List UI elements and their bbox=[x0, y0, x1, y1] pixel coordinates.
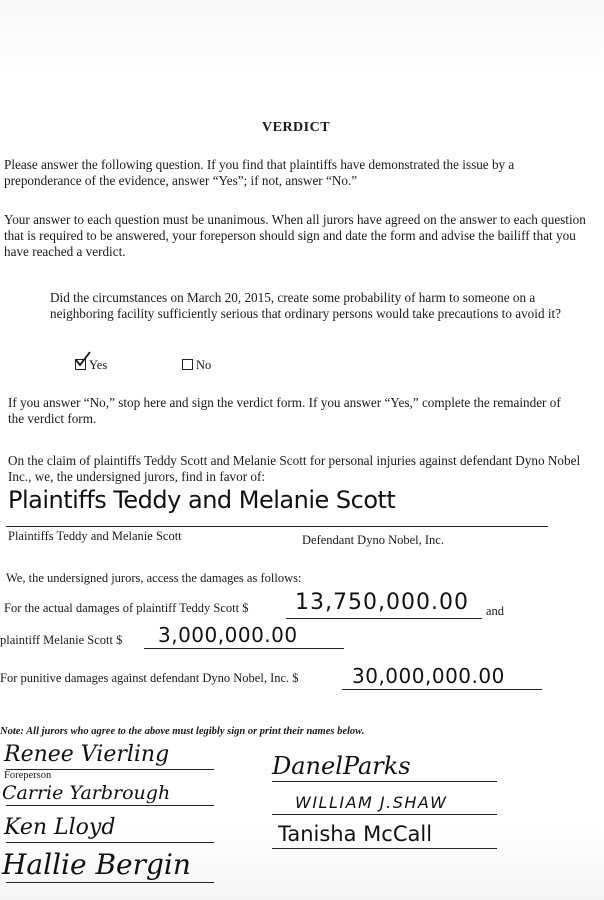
checkmark-icon bbox=[74, 351, 92, 369]
signature-line-right-1 bbox=[272, 781, 497, 782]
punitive-damages-amount: 30,000,000.00 bbox=[352, 664, 505, 688]
signature-note: Note: All jurors who agree to the above must legibly sign or print their names below. bbox=[0, 726, 365, 737]
teddy-damages-amount: 13,750,000.00 bbox=[295, 590, 469, 615]
melanie-damages-amount: 3,000,000.00 bbox=[158, 623, 298, 647]
signature-line-right-2 bbox=[272, 814, 497, 815]
signature-left-2: Carrie Yarbrough bbox=[2, 782, 171, 804]
favor-option-defendant: Defendant Dyno Nobel, Inc. bbox=[302, 533, 444, 547]
if-no-instruction: If you answer “No,” stop here and sign the verdict form. If you answer “Yes,” complete the remainder of the verdict form. bbox=[8, 395, 561, 426]
punitive-damages-label: For punitive damages against defendant Dyno Nobel, Inc. $ bbox=[0, 671, 299, 685]
signature-right-2: WILLIAM J.SHAW bbox=[295, 793, 448, 812]
signature-line-left-3 bbox=[6, 842, 214, 843]
no-option[interactable] bbox=[182, 358, 211, 373]
teddy-damages-label: For the actual damages of plaintiff Teddy Scott $ bbox=[4, 601, 249, 615]
signature-left-4: Hallie Bergin bbox=[2, 848, 191, 881]
teddy-damages-line bbox=[286, 618, 482, 619]
signature-left-1: Renee Vierling bbox=[4, 742, 170, 767]
signature-right-3: Tanisha McCall bbox=[278, 822, 433, 846]
teddy-and-text: and bbox=[486, 604, 505, 618]
signature-right-1: DanelParks bbox=[272, 752, 411, 780]
claim-paragraph: On the claim of plaintiffs Teddy Scott and Melanie Scott for personal injuries against defendant Dyno Nobel Inc., we, the undersigned jurors, find in favor of: bbox=[8, 453, 581, 484]
favor-handwritten: Plaintiffs Teddy and Melanie Scott bbox=[8, 486, 396, 514]
signature-line-left-2 bbox=[6, 805, 214, 806]
verdict-question: Did the circumstances on March 20, 2015, create some probability of harm to someone on a neighboring facility sufficiently serious that ordinary persons would take precautions to avoid it? bbox=[50, 290, 562, 321]
melanie-damages-label: plaintiff Melanie Scott $ bbox=[0, 633, 123, 647]
favor-line bbox=[6, 526, 548, 527]
yes-label: Yes bbox=[89, 358, 108, 372]
foreperson-label: Foreperson bbox=[4, 770, 52, 781]
signature-left-3: Ken Lloyd bbox=[4, 815, 116, 840]
yes-checkbox[interactable] bbox=[75, 359, 86, 370]
melanie-damages-line bbox=[144, 648, 344, 649]
no-label: No bbox=[196, 358, 212, 372]
damages-intro: We, the undersigned jurors, access the damages as follows: bbox=[6, 571, 302, 585]
yes-option[interactable] bbox=[75, 358, 107, 373]
punitive-damages-line bbox=[342, 689, 542, 690]
instruction-paragraph-2: Your answer to each question must be unanimous. When all jurors have agreed on the answer to each question that is required to be answered, your foreperson should sign and date the form and advise the bailiff that you have reached a verdict. bbox=[4, 212, 586, 259]
instruction-paragraph-1: Please answer the following question. If you find that plaintiffs have demonstrated the issue by a preponderance of the evidence, answer “Yes”; if not, answer “No.” bbox=[4, 157, 515, 188]
favor-option-plaintiffs: Plaintiffs Teddy and Melanie Scott bbox=[8, 529, 182, 543]
page-title: VERDICT bbox=[262, 120, 331, 135]
signature-line-left-4 bbox=[6, 882, 214, 883]
signature-line-right-3 bbox=[272, 848, 497, 849]
no-checkbox[interactable] bbox=[182, 359, 193, 370]
